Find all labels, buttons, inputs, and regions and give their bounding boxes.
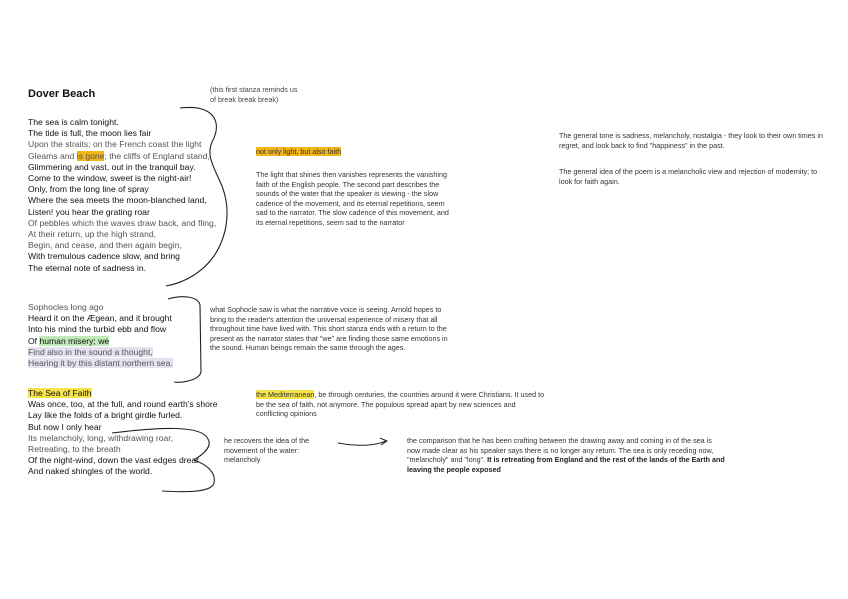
poem-title: Dover Beach xyxy=(28,88,96,100)
stanza2-line: Into his mind the turbid ebb and flow xyxy=(28,324,167,335)
stanza2-line xyxy=(28,358,173,369)
stanza1-text: Gleams and xyxy=(28,150,77,161)
highlight-stanza2-line: Hearing it by this distant northern sea. xyxy=(28,358,173,369)
stanza3-line: And naked shingles of the world. xyxy=(28,466,153,477)
stanza2-line: Sophocles long ago xyxy=(28,302,104,312)
stanza1-line: Of pebbles which the waves draw back, and fling, xyxy=(28,217,217,228)
stanza1-line: The sea is calm tonight. xyxy=(28,117,119,127)
stanza2-text: Of xyxy=(28,335,40,346)
stanza1-line: Listen! you hear the grating roar xyxy=(28,206,150,217)
stanza3-line: Lay like the folds of a bright girdle furled. xyxy=(28,410,183,421)
stanza3-line: But now I only hear xyxy=(28,421,102,432)
stanza3-line: Retreating, to the breath xyxy=(28,444,121,455)
note-sophocles: what Sophocle saw is what the narrative voice is seeing. Arnold hopes to bring to the reader's attention the universal experience of misery that all throughout time have lived with. This short stanza ends with a return to the present as the narrator states that "we" are finding those same emotions in the sound. Human beings remain the same through the ages. xyxy=(210,305,448,353)
stanza1-line: Where the sea meets the moon-blanched land, xyxy=(28,195,207,206)
stanza1-text: ; the cliffs of England stand, xyxy=(104,150,210,161)
arrow-line xyxy=(338,441,386,445)
highlight-human-misery: human misery; we xyxy=(39,335,110,346)
highlight-faith: not only light, but also faith xyxy=(256,147,342,156)
stanza1-line: Glimmering and vast, out in the tranquil bay. xyxy=(28,161,196,172)
note-stanza1: (this first stanza reminds us of break break break) xyxy=(210,85,298,104)
stanza2-line: Heard it on the Ægean, and it brought xyxy=(28,313,172,324)
stanza2-line xyxy=(28,336,173,347)
stanza3-line: Was once, too, at the full, and round earth's shore xyxy=(28,399,218,410)
stanza1-line: The tide is full, the moon lies fair xyxy=(28,128,152,139)
stanza3-line: Its melancholy, long, withdrawing roar, xyxy=(28,432,174,443)
stanza1-line xyxy=(28,151,216,162)
note-tone: The general tone is sadness, melancholy, nostalgia - they look to their own times in regret, and look back to find "happiness" in the past. xyxy=(559,131,823,150)
highlight-sea-of-faith: The Sea of Faith xyxy=(28,388,92,398)
highlight-is-gone: is gone xyxy=(76,150,105,161)
stanza-1 xyxy=(28,117,216,274)
stanza-3 xyxy=(28,388,218,478)
note-comparison xyxy=(407,436,727,474)
note-light: The light that shines then vanishes represents the vanishing faith of the English people. The second part describes the sounds of the water that the speaker is viewing - the slow cadence of the movement, and its eternal repetitions, seem sad to the narrator. The slow cadence of this movement, and its eternal repetitions, seem sad to the narrator xyxy=(256,170,449,227)
note-recovers: he recovers the idea of the movement of the water: melancholy xyxy=(224,436,310,465)
stanza1-line: At their return, up the high strand, xyxy=(28,229,157,240)
stanza1-line: With tremulous cadence slow, and bring xyxy=(28,251,180,262)
stanza-2 xyxy=(28,302,173,369)
note-mediterranean xyxy=(256,390,546,419)
note-mediterranean-text: , be through centuries, the countries around it were Christians. It used to be the sea of faith, not anymore. The populous spread apart by new sciences and conflicting opinions xyxy=(256,390,545,419)
stanza3-line: Of the night-wind, down the vast edges drear xyxy=(28,455,200,466)
stanza1-line: Come to the window, sweet is the night-air! xyxy=(28,173,192,184)
stanza1-line: Upon the straits; on the French coast the light xyxy=(28,139,202,150)
stanza3-line xyxy=(28,388,218,399)
stanza1-line: Only, from the long line of spray xyxy=(28,184,149,195)
stanza1-line: Begin, and cease, and then again begin, xyxy=(28,240,182,251)
highlight-stanza2-line: Find also in the sound a thought, xyxy=(28,346,153,357)
note-light-highlight xyxy=(256,147,341,157)
stanza1-line: The eternal note of sadness in. xyxy=(28,262,147,273)
note-comparison-bold: It is retreating from England and the rest of the lands of the Earth and leaving the people exposed xyxy=(407,455,725,474)
arrow-head xyxy=(380,438,387,445)
note-idea: The general idea of the poem is a melancholic view and rejection of modernity; to look for faith again. xyxy=(559,167,818,186)
stanza2-line xyxy=(28,347,173,358)
note-comparison-text: the comparison that he has been crafting between the drawing away and coming in of the sea is now made clear as his speaker says there is no longer any return. The sea is only receding now, "melancholy" and "long". xyxy=(407,436,714,465)
highlight-mediterranean: the Mediterranean xyxy=(256,390,315,399)
bracket-stanza2 xyxy=(168,297,201,382)
